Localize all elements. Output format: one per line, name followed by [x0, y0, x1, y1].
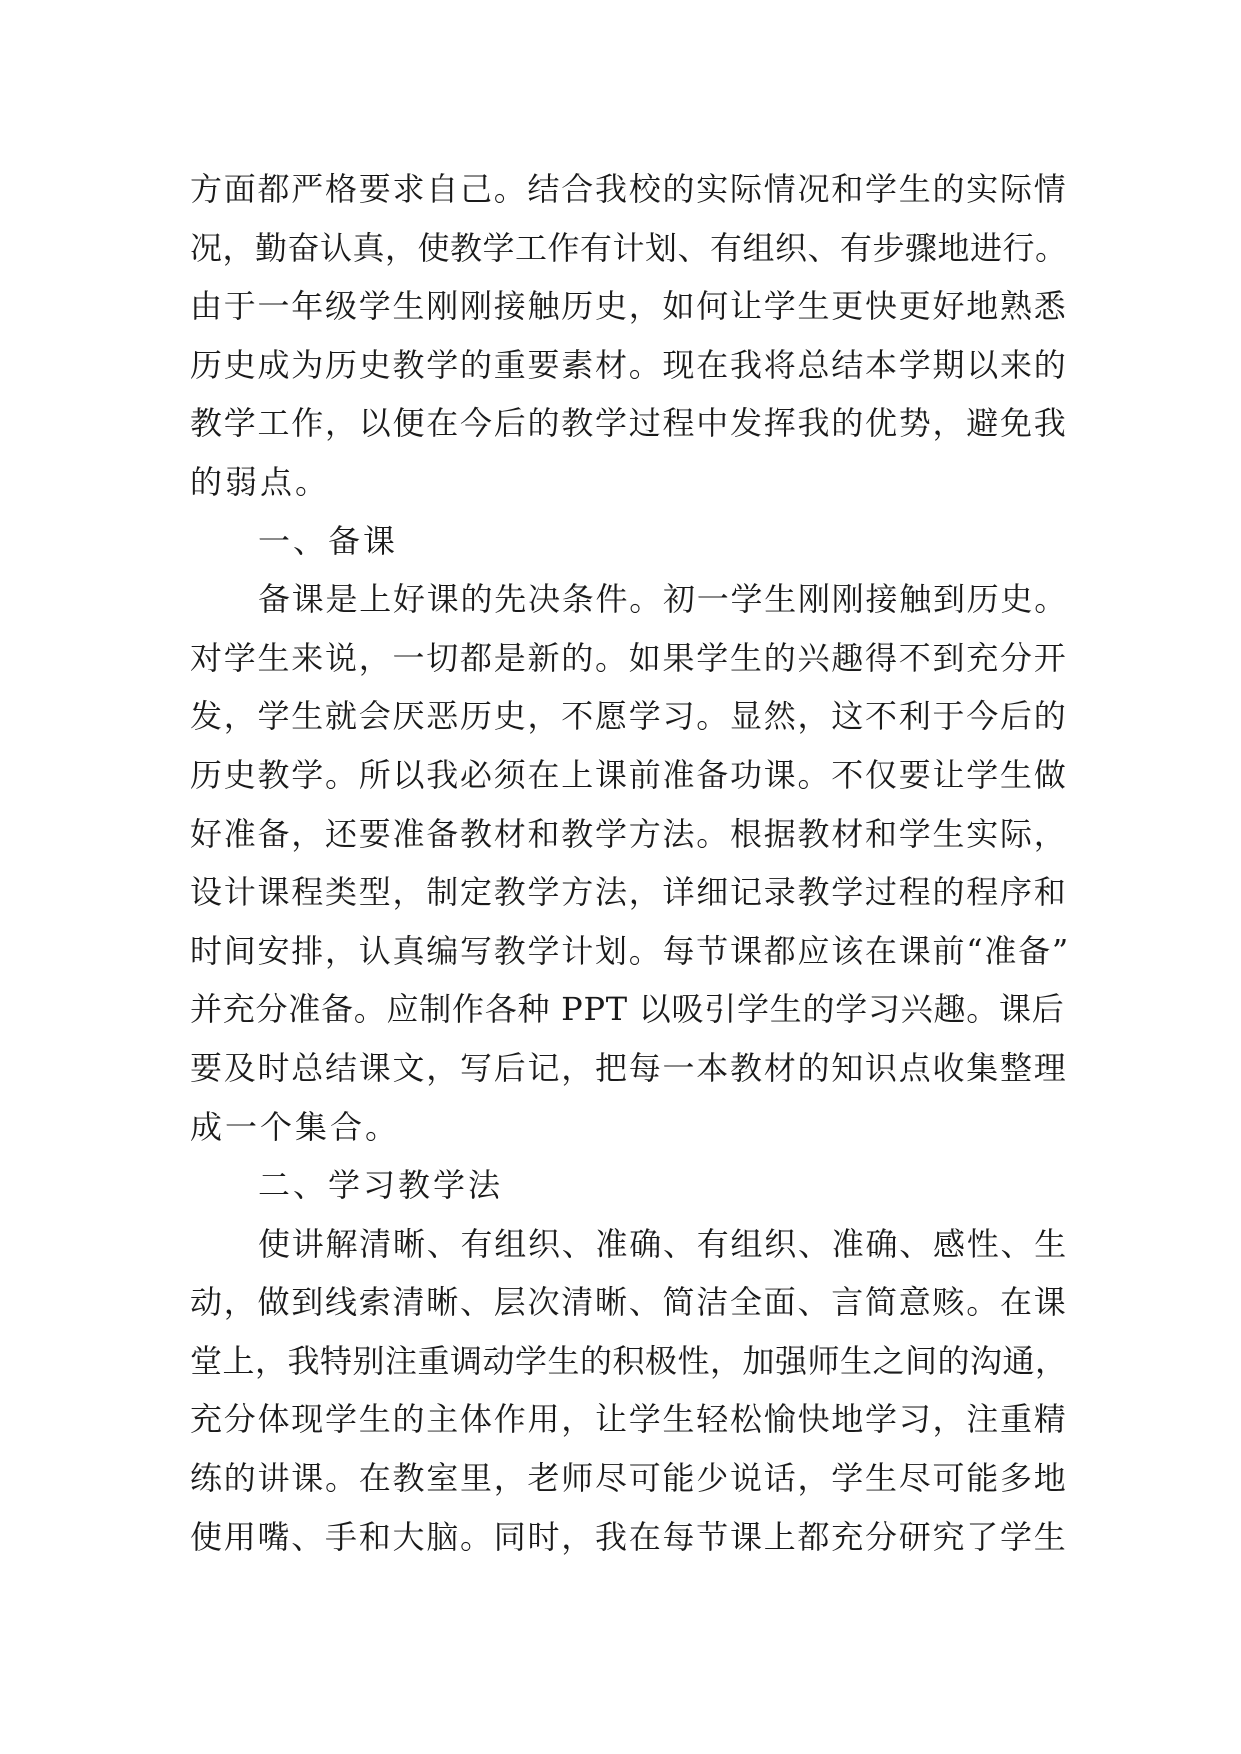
text-line: 对学生来说，一切都是新的。如果学生的兴趣得不到充分开	[190, 638, 1068, 677]
text-line: 由于一年级学生刚刚接触历史，如何让学生更快更好地熟悉	[190, 287, 1068, 326]
text-line: 成一个集合。	[190, 1107, 401, 1146]
text-line: 动，做到线索清晰、层次清晰、简洁全面、言简意赅。在课	[190, 1283, 1068, 1322]
text-line: 设计课程类型，制定教学方法，详细记录教学过程的程序和	[190, 873, 1068, 912]
text-line: 使用嘴、手和大脑。同时，我在每节课上都充分研究了学生	[190, 1517, 1068, 1556]
text-line: 时间安排，认真编写教学计划。每节课都应该在课前“准备”	[190, 931, 1070, 970]
text-line: 方面都严格要求自己。结合我校的实际情况和学生的实际情	[190, 170, 1068, 208]
text-line: 发，学生就会厌恶历史，不愿学习。显然，这不利于今后的	[190, 697, 1068, 736]
text-line: 使讲解清晰、有组织、准确、有组织、准确、感性、生	[258, 1224, 1069, 1263]
text-line: 的弱点。	[190, 462, 331, 501]
text-line: 教学工作，以便在今后的教学过程中发挥我的优势，避免我	[190, 404, 1068, 443]
text-line: 并充分准备。应制作各种 PPT 以吸引学生的学习兴趣。课后	[190, 990, 1065, 1029]
text-line: 二、学习教学法	[258, 1166, 504, 1205]
text-line: 况，勤奋认真，使教学工作有计划、有组织、有步骤地进行。	[190, 228, 1068, 267]
text-line: 要及时总结课文，写后记，把每一本教材的知识点收集整理	[190, 1048, 1068, 1087]
text-line: 历史成为历史教学的重要素材。现在我将总结本学期以来的	[190, 345, 1068, 384]
text-line: 一、备课	[258, 521, 399, 560]
text-line: 好准备，还要准备教材和教学方法。根据教材和学生实际，	[190, 814, 1068, 853]
text-line: 堂上，我特别注重调动学生的积极性，加强师生之间的沟通，	[190, 1341, 1068, 1380]
text-line: 历史教学。所以我必须在上课前准备功课。不仅要让学生做	[190, 755, 1068, 794]
text-line: 练的讲课。在教室里，老师尽可能少说话，学生尽可能多地	[190, 1459, 1068, 1498]
text-line: 充分体现学生的主体作用，让学生轻松愉快地学习，注重精	[190, 1400, 1068, 1439]
document-body	[190, 160, 1070, 1566]
text-line: 备课是上好课的先决条件。初一学生刚刚接触到历史。	[258, 580, 1069, 619]
